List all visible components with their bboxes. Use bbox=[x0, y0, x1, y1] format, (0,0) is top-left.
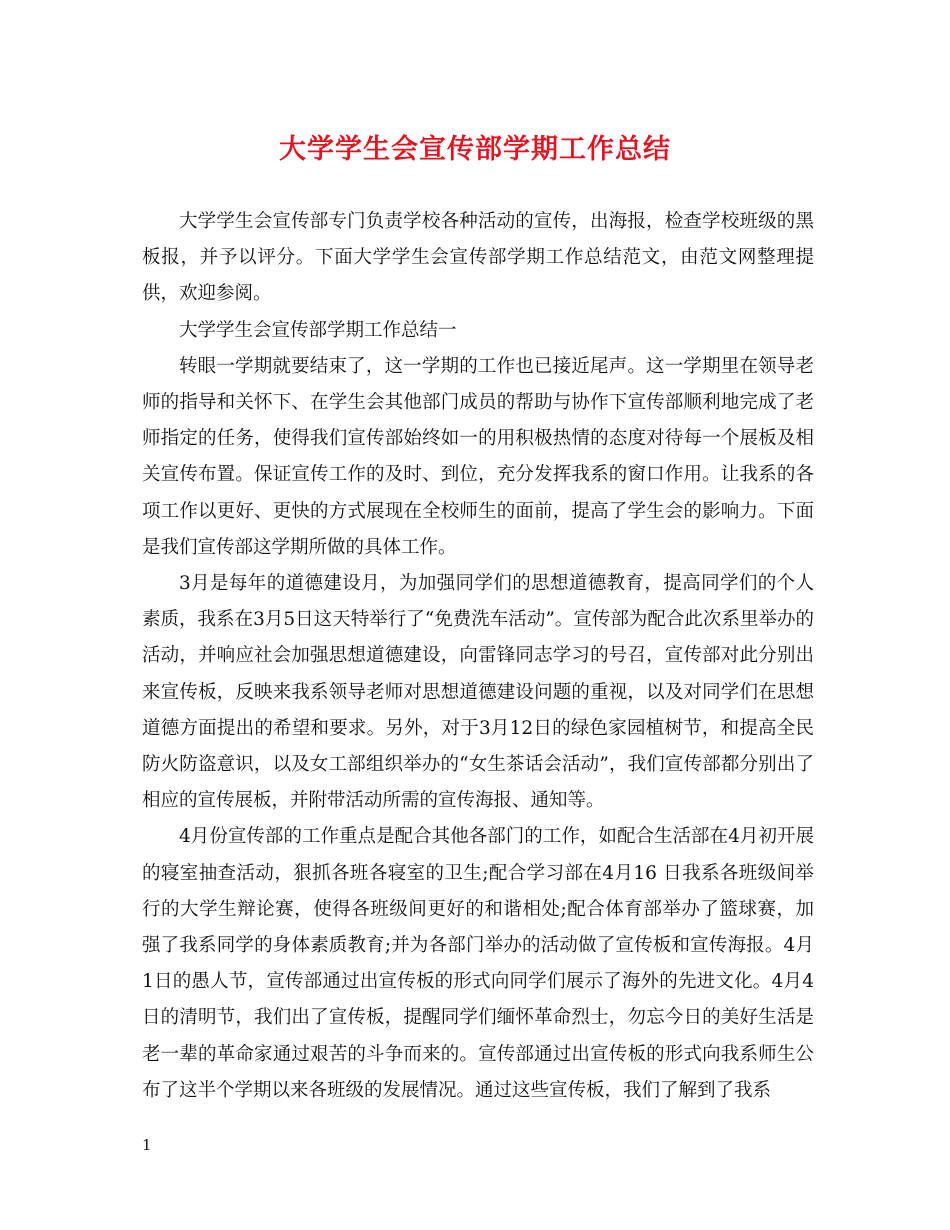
page-number: 1 bbox=[142, 1136, 152, 1154]
section-heading: 大学学生会宣传部学期工作总结一 bbox=[179, 319, 457, 341]
paragraph-march: 3月是每年的道德建设月，为加强同学们的思想道德教育，提高同学们的个人素质，我系在3月5日这天特举行了“免费洗车活动”。宣传部为配合此次系里举办的活动，并响应社会加强思想道德建设，向雷锋同志学习的号召，宣传部对此分别出来宣传板，反映来我系领导老师对思想道德建设问题的重视，以及对同学们在思想道德方面提出的希望和要求。另外，对于3月12日的绿色家园植树节，和提高全民防火防盗意识，以及女工部组织举办的“女生茶话会活动”，我们宣传部都分别出了相应的宣传展板，并附带活动所需的宣传海报、通知等。 bbox=[142, 573, 814, 812]
document-body bbox=[142, 204, 814, 1109]
paragraph-overview: 转眼一学期就要结束了，这一学期的工作也已接近尾声。这一学期里在领导老师的指导和关怀下、在学生会其他部门成员的帮助与协作下宣传部顺利地完成了老师指定的任务，使得我们宣传部始终如一的用积极热情的态度对待每一个展板及相关宣传布置。保证宣传工作的及时、到位，充分发挥我系的窗口作用。让我系的各项工作以更好、更快的方式展现在全校师生的面前，提高了学生会的影响力。下面是我们宣传部这学期所做的具体工作。 bbox=[142, 355, 814, 558]
paragraph-april: 4月份宣传部的工作重点是配合其他各部门的工作，如配合生活部在4月初开展的寝室抽查活动，狠抓各班各寝室的卫生;配合学习部在4月16 日我系各班级间举行的大学生辩论赛，使得各班级间更好的和谐相处;配合体育部举办了篮球赛，加强了我系同学的身体素质教育;并为各部门举办的活动做了宣传板和宣传海报。4月1日的愚人节，宣传部通过出宣传板的形式向同学们展示了海外的先进文化。4月4日的清明节，我们出了宣传板，提醒同学们缅怀革命烈士，勿忘今日的美好生活是老一辈的革命家通过艰苦的斗争而来的。宣传部通过出宣传板的形式向我系师生公布了这半个学期以来各班级的发展情况。通过这些宣传板，我们了解到了我系 bbox=[142, 826, 814, 1101]
document-title: 大学学生会宣传部学期工作总结 bbox=[279, 134, 671, 165]
paragraph-intro: 大学学生会宣传部专门负责学校各种活动的宣传，出海报，检查学校班级的黑板报，并予以评分。下面大学学生会宣传部学期工作总结范文，由范文网整理提供，欢迎参阅。 bbox=[142, 211, 814, 305]
